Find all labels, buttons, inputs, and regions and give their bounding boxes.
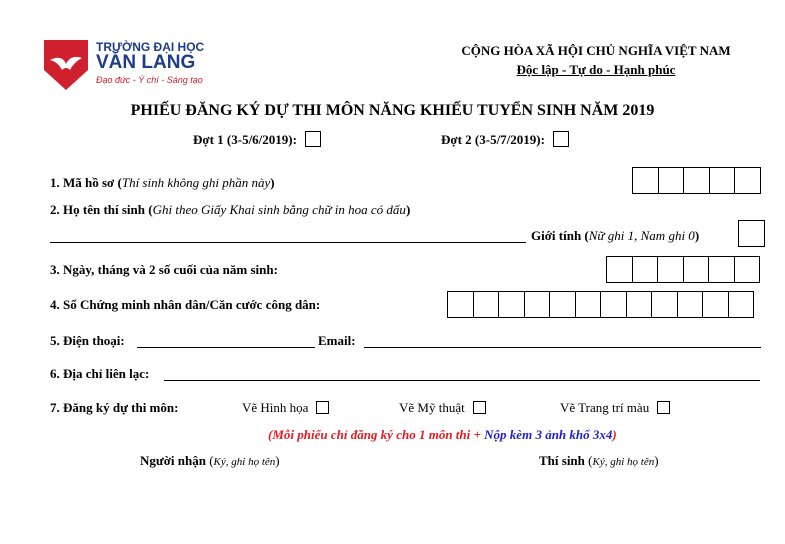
full-name-close: ) [405, 202, 411, 217]
file-code-boxes[interactable] [632, 167, 761, 194]
note-blue-part: Nộp kèm 3 ảnh khổ 3x4 [484, 427, 613, 442]
logo-line2: VĂN LANG [96, 52, 196, 73]
note-red-part: (Mỗi phiếu chỉ đăng ký cho 1 môn thi + [268, 427, 485, 442]
birthdate-cell[interactable] [734, 256, 761, 283]
university-logo [44, 40, 204, 92]
gender-label: Giới tính ( [531, 228, 589, 243]
full-name-note: Ghi theo Giấy Khai sinh bằng chữ in hoa có dấu [152, 202, 406, 217]
logo-tagline: Đạo đức - Ý chí - Sáng tạo [96, 75, 203, 85]
candidate-label: Thí sinh [539, 453, 585, 468]
email-label: Email: [318, 333, 356, 348]
gender-box[interactable] [738, 220, 765, 247]
form-title: PHIẾU ĐĂNG KÝ DỰ THI MÔN NĂNG KHIẾU TUYỂN SINH NĂM 2019 [130, 102, 655, 119]
id-number-cell[interactable] [447, 291, 474, 318]
birthdate-cell[interactable] [657, 256, 684, 283]
file-code-cell[interactable] [658, 167, 685, 194]
id-number-cell[interactable] [498, 291, 525, 318]
email-input-line[interactable] [364, 347, 761, 348]
subject-label: 7. Đăng ký dự thi môn: [50, 400, 179, 415]
round-1-checkbox[interactable] [305, 131, 321, 147]
full-name-input-line[interactable] [50, 242, 526, 243]
field-2 [50, 202, 410, 218]
phone-input-line[interactable] [137, 347, 315, 348]
registration-note [268, 427, 617, 443]
address-input-line[interactable] [164, 380, 760, 381]
id-number-cell[interactable] [524, 291, 551, 318]
round-2-label: Đợt 2 (3-5/7/2019): [441, 132, 545, 147]
id-number-boxes[interactable] [447, 291, 754, 318]
subject-option-2-label: Vẽ Mỹ thuật [399, 400, 465, 415]
logo-line1: TRƯỜNG ĐẠI HỌC [96, 40, 205, 54]
id-number-cell[interactable] [473, 291, 500, 318]
file-code-cell[interactable] [709, 167, 736, 194]
candidate-note: Ký, ghi họ tên [592, 456, 655, 468]
receiver-label: Người nhận [140, 453, 206, 468]
birthdate-cell[interactable] [708, 256, 735, 283]
address-label: 6. Địa chỉ liên lạc: [50, 366, 150, 381]
birthdate-cell[interactable] [606, 256, 633, 283]
gender-close: ) [694, 228, 700, 243]
file-code-cell[interactable] [632, 167, 659, 194]
file-code-close: ) [270, 175, 275, 190]
subject-option-2-checkbox[interactable] [473, 401, 486, 414]
id-number-cell[interactable] [728, 291, 755, 318]
subject-option-2[interactable] [399, 400, 486, 416]
logo-emblem-icon [44, 40, 88, 90]
subject-option-1-checkbox[interactable] [316, 401, 329, 414]
round-2-checkbox[interactable] [553, 131, 569, 147]
field-3: 3. Ngày, tháng và 2 số cuối của năm sinh: [50, 262, 278, 277]
id-number-cell[interactable] [575, 291, 602, 318]
birthdate-boxes[interactable] [606, 256, 760, 283]
id-number-cell[interactable] [702, 291, 729, 318]
national-motto: Độc lập - Tự do - Hạnh phúc [516, 62, 676, 77]
round-2 [441, 131, 569, 148]
note-red-close: ) [612, 427, 617, 442]
file-code-cell[interactable] [734, 167, 761, 194]
id-number-cell[interactable] [626, 291, 653, 318]
file-code-label: 1. Mã hồ sơ ( [50, 175, 122, 190]
field-4: 4. Số Chứng minh nhân dân/Căn cước công dân: [50, 297, 321, 312]
phone-label: 5. Điện thoại: [50, 333, 125, 348]
gender-note: Nữ ghi 1, Nam ghi 0 [588, 228, 695, 243]
receiver-note: Ký, ghi họ tên [213, 456, 276, 468]
file-code-note: Thí sinh không ghi phần này [121, 175, 271, 190]
subject-option-1[interactable] [242, 400, 329, 416]
full-name-label: 2. Họ tên thí sinh ( [50, 202, 153, 217]
round-1 [193, 131, 321, 148]
birthdate-cell[interactable] [632, 256, 659, 283]
receiver-signature: Người nhận (Ký, ghi họ tên) [140, 453, 280, 468]
id-number-cell[interactable] [549, 291, 576, 318]
id-number-cell[interactable] [600, 291, 627, 318]
id-number-cell[interactable] [651, 291, 678, 318]
round-1-label: Đợt 1 (3-5/6/2019): [193, 132, 297, 147]
candidate-signature: Thí sinh (Ký, ghi họ tên) [539, 453, 659, 468]
field-1 [50, 175, 275, 191]
subject-option-3[interactable] [560, 400, 670, 416]
birthdate-cell[interactable] [683, 256, 710, 283]
subject-option-3-label: Vẽ Trang trí màu [560, 400, 650, 415]
gender-field [531, 228, 699, 244]
id-number-cell[interactable] [677, 291, 704, 318]
republic-heading: CỘNG HÒA XÃ HỘI CHỦ NGHĨA VIỆT NAM [461, 43, 731, 58]
file-code-cell[interactable] [683, 167, 710, 194]
subject-option-1-label: Vẽ Hình họa [242, 400, 309, 415]
subject-option-3-checkbox[interactable] [657, 401, 670, 414]
